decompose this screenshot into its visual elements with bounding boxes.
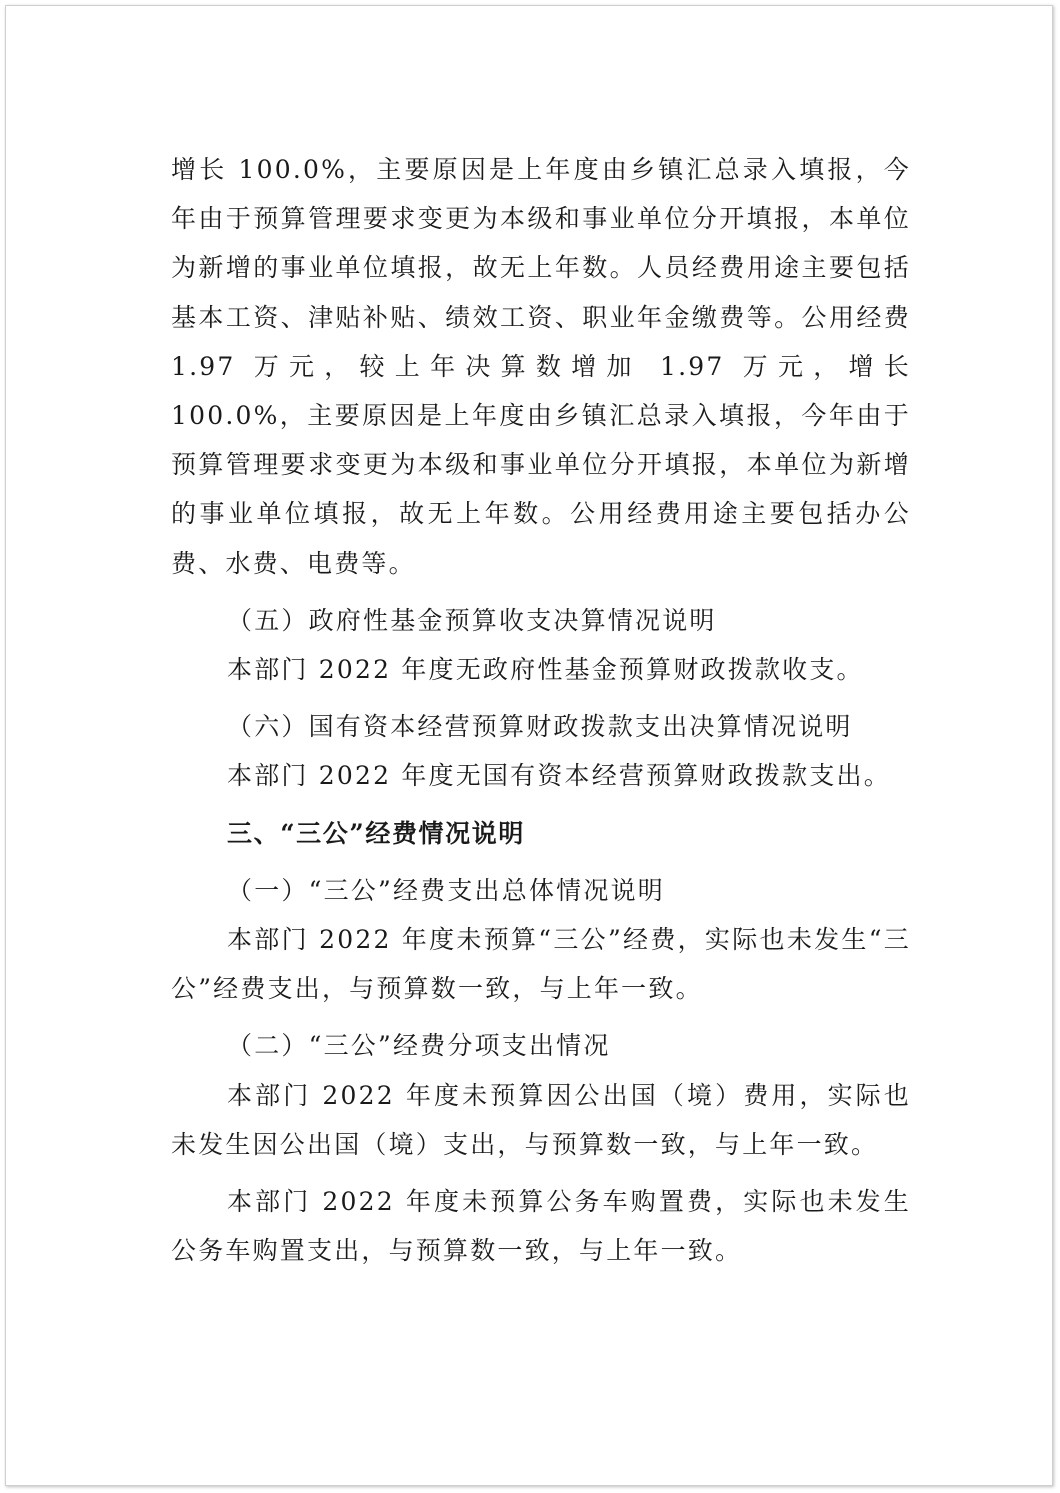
heading-three-public-expenses: 三、“三公”经费情况说明 — [227, 818, 525, 848]
paragraph-state-capital-budget: 本部门 2022 年度无国有资本经营预算财政拨款支出。 — [227, 761, 891, 791]
paragraph-government-fund-budget: 本部门 2022 年度无政府性基金预算财政拨款收支。 — [227, 655, 864, 685]
heading-state-capital-budget: （六）国有资本经营预算财政拨款支出决算情况说明 — [227, 712, 853, 742]
heading-three-public-itemized: （二）“三公”经费分项支出情况 — [227, 1031, 611, 1061]
document-body — [171, 145, 911, 1275]
heading-government-fund-budget: （五）政府性基金预算收支决算情况说明 — [227, 605, 717, 635]
paragraph-vehicle-purchase: 本部门 2022 年度未预算公务车购置费，实际也未发生公务车购置支出，与预算数一致，与上年一致。 — [171, 1187, 911, 1266]
document-page — [5, 5, 1053, 1486]
paragraph-personnel-public-expenses: 增长 100.0%，主要原因是上年度由乡镇汇总录入填报，今年由于预算管理要求变更为本级和事业单位分开填报，本单位为新增的事业单位填报，故无上年数。人员经费用途主要包括基本工资、津贴补贴、绩效工资、职业年金缴费等。公用经费 1.97 万元，较上年决算数增加 1.97 万元，增长 100.0%，主要原因是上年度由乡镇汇总录入填报，今年由于预算管理要求变更为本级和事业单位分开填报，本单位为新增的事业单位填报，故无上年数。公用经费用途主要包括办公费、水费、电费等。 — [171, 155, 911, 578]
paragraph-three-public-overall: 本部门 2022 年度未预算“三公”经费，实际也未发生“三公”经费支出，与预算数一致，与上年一致。 — [171, 925, 911, 1004]
heading-three-public-overall: （一）“三公”经费支出总体情况说明 — [227, 875, 665, 905]
paragraph-overseas-travel: 本部门 2022 年度未预算因公出国（境）费用，实际也未发生因公出国（境）支出，与预算数一致，与上年一致。 — [171, 1080, 911, 1159]
